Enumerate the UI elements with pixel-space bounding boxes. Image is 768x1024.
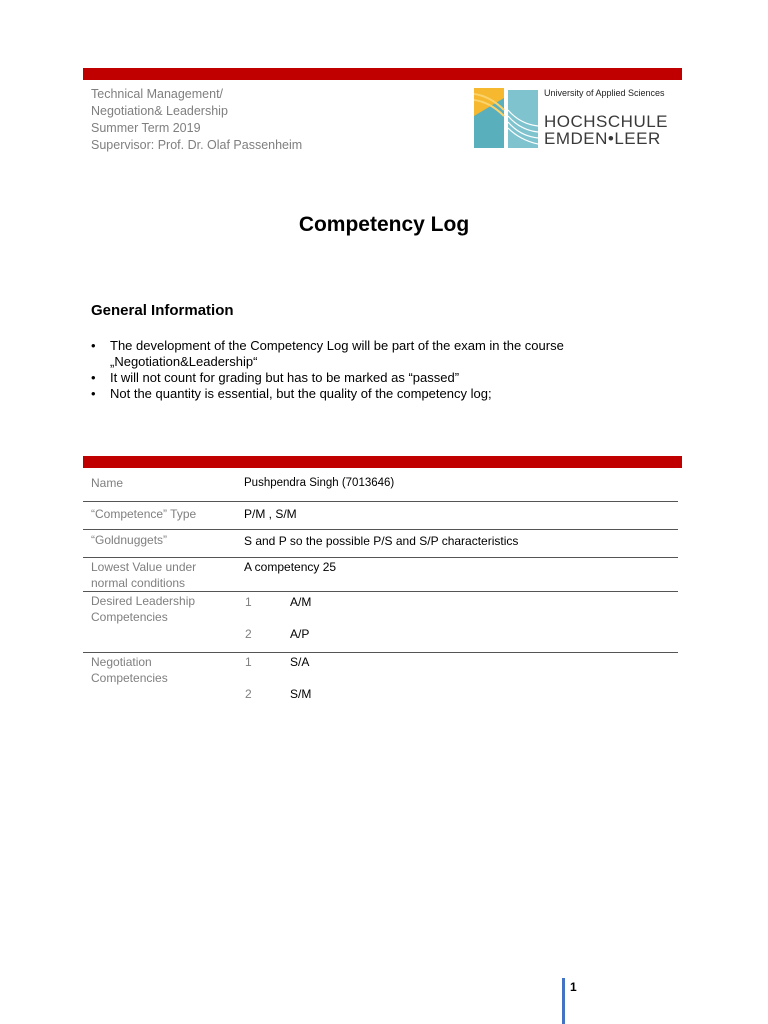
table-row-leadership — [83, 592, 678, 653]
university-logo — [474, 86, 674, 152]
list-item — [91, 338, 651, 370]
section-heading: General Information — [91, 302, 234, 319]
row-label: Desired Leadership Competencies — [91, 594, 196, 624]
bullet-icon: • — [91, 338, 96, 353]
row-value: S/A — [290, 655, 310, 669]
table-row-negotiation — [83, 653, 678, 705]
row-value: A competency 25 — [244, 560, 337, 574]
table-row-lowest — [83, 558, 678, 592]
general-info-list — [91, 338, 651, 402]
list-item-text: The development of the Competency Log will be part of the exam in the course „Negotiation&Leadership“ — [110, 338, 564, 369]
course-info-line: Negotiation& Leadership — [91, 104, 228, 118]
table-red-bar — [83, 456, 682, 468]
bullet-icon: • — [91, 386, 96, 401]
page-number: 1 — [570, 980, 577, 994]
course-info — [91, 86, 302, 154]
list-item — [91, 386, 651, 402]
row-number: 2 — [245, 687, 252, 701]
row-label: Name — [91, 476, 124, 490]
page-number-rule — [562, 978, 565, 1024]
table-row-type — [83, 502, 678, 530]
logo-name-line2: EMDEN•LEER — [544, 129, 661, 148]
row-number: 1 — [245, 595, 252, 609]
bullet-icon: • — [91, 370, 96, 385]
row-value: A/P — [290, 627, 310, 641]
row-label: “Goldnuggets” — [91, 533, 168, 547]
row-value: Pushpendra Singh (7013646) — [244, 477, 395, 489]
course-info-line: Supervisor: Prof. Dr. Olaf Passenheim — [91, 138, 303, 152]
course-info-line: Technical Management/ — [91, 87, 224, 101]
table-row-name — [83, 470, 678, 502]
list-item-text: It will not count for grading but has to be marked as “passed” — [110, 370, 460, 385]
row-value: A/M — [290, 595, 312, 609]
page-title: Competency Log — [298, 213, 470, 236]
row-label: “Competence” Type — [91, 507, 197, 521]
header-red-bar — [83, 68, 682, 80]
course-info-line: Summer Term 2019 — [91, 121, 201, 135]
logo-name-line1: HOCHSCHULE — [544, 112, 669, 131]
row-value: S and P so the possible P/S and S/P characteristics — [244, 534, 519, 548]
list-item-text: Not the quantity is essential, but the quality of the competency log; — [110, 386, 492, 401]
row-label: Negotiation Competencies — [91, 655, 168, 685]
row-label: Lowest Value under normal conditions — [91, 560, 197, 590]
logo-mark-icon — [474, 86, 538, 148]
table-row-goldnuggets — [83, 530, 678, 558]
competency-table — [83, 470, 678, 705]
row-number: 2 — [245, 627, 252, 641]
row-value: S/M — [290, 687, 312, 701]
row-value: P/M , S/M — [244, 507, 297, 521]
logo-tagline: University of Applied Sciences — [544, 88, 665, 98]
row-number: 1 — [245, 655, 252, 669]
